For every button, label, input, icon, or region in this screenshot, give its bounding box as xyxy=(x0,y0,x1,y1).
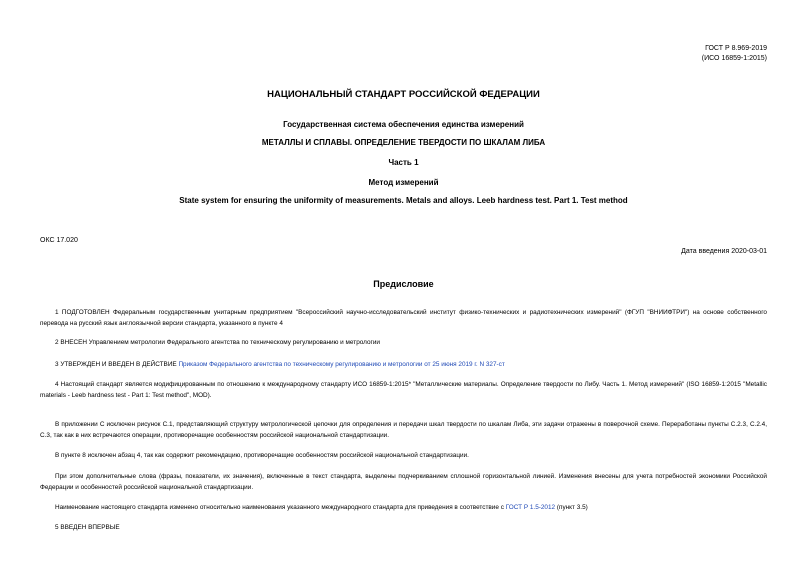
foreword-paragraph-4: 4 Настоящий стандарт является модифицированным по отношению к международному стандарту ИСО 16859-1:2015* "Металлические материалы. Определение твердости по Либу. Часть 1. Метод измерений" (ISO 16859-1:2015 "Metallic materials - Leeb hardness test - Part 1: Test method", MOD). xyxy=(40,381,767,399)
gost-link[interactable]: ГОСТ Р 1.5-2012 xyxy=(505,504,556,511)
foreword-paragraph-7: При этом дополнительные слова (фразы, показатели, их значения), включенные в текст стандарта, выделены подчеркиванием сплошной горизонтальной линией. Изменения внесены для учета потребностей экономики Российской Федерации и особенностей российской национальной стандартизации. xyxy=(40,473,767,491)
document-code-block xyxy=(702,44,767,64)
introduction-date: Дата введения 2020-03-01 xyxy=(681,248,767,255)
national-standard-heading: НАЦИОНАЛЬНЫЙ СТАНДАРТ РОССИЙСКОЙ ФЕДЕРАЦИИ xyxy=(267,89,540,100)
foreword-paragraph-8 xyxy=(40,503,767,514)
doc-number: ГОСТ Р 8.969-2019 xyxy=(705,45,767,52)
foreword-heading: Предисловие xyxy=(373,279,434,289)
foreword-paragraph-9: 5 ВВЕДЕН ВПЕРВЫЕ xyxy=(55,524,120,531)
foreword-paragraph-5: В приложении С исключен рисунок С.1, представляющий структуру метрологической цепочки для определения и передачи шкал твердости по шкалам Либа, эти задачи отражены в поверочной схеме. Переработаны пункты С.2.3, С.2.4, С.3, так как в них встречаются операции, противоречащие особенностям российской национальной стандартизации. xyxy=(40,421,767,439)
foreword-paragraph-3 xyxy=(40,360,767,371)
english-title: State system for ensuring the uniformity of measurements. Metals and alloys. Leeb hardness test. Part 1. Test method xyxy=(179,196,628,205)
foreword-paragraph-1: 1 ПОДГОТОВЛЕН Федеральным государственным унитарным предприятием "Всероссийский научно-исследовательский институт физико-технических и радиотехнических измерений" (ФГУП "ВНИИФТРИ") на основе собственного перевода на русский язык англоязычной версии стандарта, указанного в пункте 4 xyxy=(40,309,767,327)
oks-code: ОКС 17.020 xyxy=(40,237,78,244)
foreword-paragraph-6: В пункте 8 исключен абзац 4, так как содержит рекомендацию, противоречащие особенностям российской национальной стандартизации. xyxy=(55,452,469,459)
foreword-paragraph-2: 2 ВНЕСЕН Управлением метрологии Федерального агентства по техническому регулированию и метрологии xyxy=(55,339,380,346)
paragraph-3-text: 3 УТВЕРЖДЕН И ВВЕДЕН В ДЕЙСТВИЕ xyxy=(55,361,179,368)
paragraph-8-suffix: (пункт 3.5) xyxy=(555,504,588,511)
order-link[interactable]: Приказом Федерального агентства по техническому регулированию и метрологии от 25 июня 2019 г. N 327-ст xyxy=(178,361,505,368)
iso-number: (ИСО 16859-1:2015) xyxy=(701,55,767,62)
document-title: МЕТАЛЛЫ И СПЛАВЫ. ОПРЕДЕЛЕНИЕ ТВЕРДОСТИ ПО ШКАЛАМ ЛИБА xyxy=(261,138,546,147)
paragraph-8-text: Наименование настоящего стандарта изменено относительно наименования указанного международного стандарта для приведения в соответствие с xyxy=(55,504,506,511)
part-heading: Часть 1 xyxy=(388,158,419,167)
system-heading: Государственная система обеспечения единства измерений xyxy=(283,120,524,129)
method-heading: Метод измерений xyxy=(368,178,439,187)
